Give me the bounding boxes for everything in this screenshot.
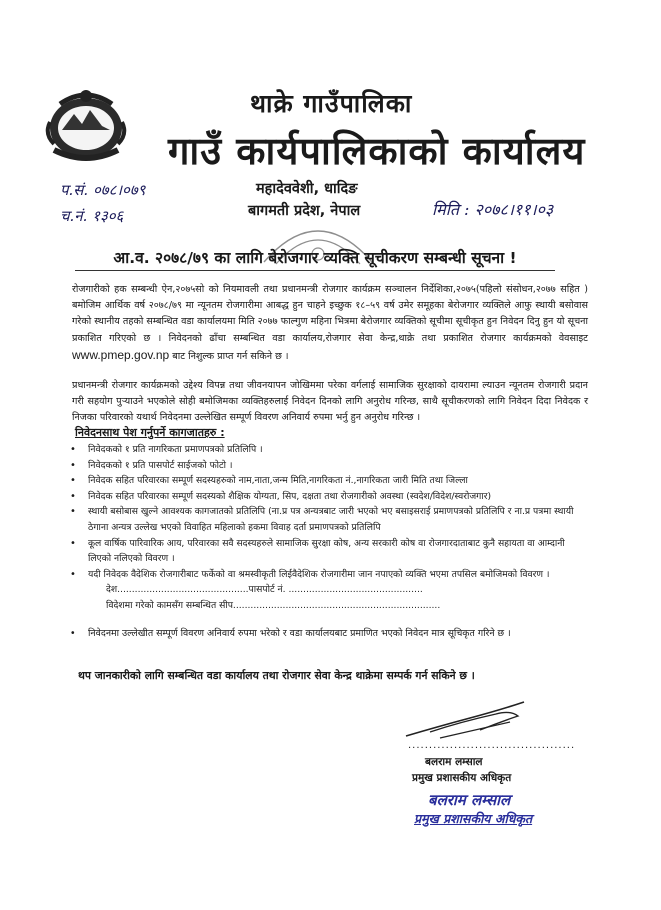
list-item: [70, 458, 590, 474]
patra-sankhya: प.सं. ०७८।०७९: [60, 181, 146, 199]
address-line2: बागमती प्रदेश, नेपाल: [248, 203, 361, 219]
bullet-icon: •: [70, 506, 76, 518]
list-item: [70, 536, 590, 567]
emblem-icon: [40, 80, 132, 166]
website-link[interactable]: www.pmep.gov.np: [72, 347, 170, 362]
signatory-post: प्रमुख प्रशासकीय अधिकृत: [412, 772, 512, 784]
paragraph-1-text: रोजगारीको हक सम्बन्धी ऐन,२०७५सो को नियमावली तथा प्रधानमन्त्री रोजगार कार्यक्रम सञ्चालन निर्देशिका,२०७५(पहिलो संसोधन,२०७७ सहित ) बमोजिम आर्थिक वर्ष २०७८/७९ मा न्यूनतम रोजगारीमा आबद्ध हुन चाहने इच्छुक १८–५९ वर्ष उमेर समूहका बेरोजगार व्यक्तिले आफु स्थायी बसोवास गरेको स्थानीय तहको सम्बन्धित वडा कार्यालयमा मिति २०७७ फाल्गुण महिना भित्रमा बेरोजगार व्यक्तिको सूचीमा सूचीकृत हुन निवेदन दिनु हुन यो सूचना प्रकाशित गरिएको छ । निवेदनको ढाँचा सम्बन्धित वडा कार्यालय,रोजगार सेवा केन्द्र,थाक्रे तथा प्रकाशित रोजगार कार्यक्रमको वेवसाइट: [72, 284, 588, 344]
paragraph-2: प्रधानमन्त्री रोजगार कार्यक्रमको उद्देश्य विपन्न तथा जीवनयापन जोखिममा परेका वर्गलाई सामाजिक सुरक्षाको दायरामा ल्याउन न्यूनतम रोजगारी प्रदान गरी सहयोग पुऱ्याउने भएकोले सोही बमोजिमका व्यक्तिहरुलाई निवेदन दिनको लागि अनुरोध गरिन्छ, साथै सूचीकरणको लागि निवेदन दिदा निवेदक र निजका परिवारको यथार्थ निवेदनमा उल्लेखित सम्पूर्ण विवरण अनिवार्य रुपमा भर्नु हुन अनुरोध गरिन्छ ।: [72, 380, 588, 424]
bullet-icon: •: [70, 475, 76, 487]
bullet-icon: •: [70, 459, 76, 471]
signature-line: ........................................: [408, 740, 576, 751]
paragraph-1: [72, 282, 588, 365]
list-item: [70, 504, 590, 535]
country-passport-line: देश.............................................पासपोर्ट नं. ..............................................: [106, 584, 423, 596]
bullet-icon: •: [70, 537, 76, 549]
seal-name: बलराम लम्साल: [428, 791, 511, 809]
signature-icon: [400, 696, 530, 746]
list-item: [70, 473, 590, 489]
issue-date: मिति : २०७८।११।०३: [432, 200, 554, 219]
signatory-name: बलराम लम्साल: [425, 756, 483, 768]
final-note: [70, 626, 590, 642]
list-item-text: निवेदकको १ प्रति पासपोर्ट साईजको फोटो ।: [88, 459, 233, 471]
list-item: [70, 567, 590, 614]
contact-info: थप जानकारीको लागि सम्बन्धित वडा कार्यालय तथा रोजगार सेवा केन्द्र थाक्रेमा सम्पर्क गर्न सकिने छ ।: [78, 669, 475, 682]
name-seal: [414, 790, 534, 832]
list-item-text: कूल वार्षिक पारिवारिक आय, परिवारका सवै सदस्यहरुले सामाजिक सुरक्षा कोष, अन्य सरकारी कोष वा रोजगारदाताबाट कुनै सहायता वा आम्दानी लिएको नलिएको विवरण ।: [88, 537, 565, 565]
bullet-icon: •: [70, 628, 76, 639]
office-name: थाक्रे गाउँपालिका: [250, 89, 413, 118]
office-title: गाउँ कार्यपालिकाको कार्यालय: [168, 129, 586, 173]
documents-heading: निवेदनसाथ पेश गर्नुपर्ने कागजातहरु :: [75, 426, 225, 439]
final-note-text: निवेदनमा उल्लेखीत सम्पूर्ण विवरण अनिवार्य रुपमा भरेको र वडा कार्यालयबाट प्रमाणित भएको निवेदन मात्र सूचिकृत गरिने छ ।: [88, 628, 511, 639]
bullet-icon: •: [70, 444, 76, 455]
list-item-text: निवेदक सहित परिवारका सम्पूर्ण सदस्यहरुको नाम,नाता,जन्म मिति,नागरिकता नं.,नागरिकता जारी मिति तथा जिल्ला: [88, 475, 468, 487]
list-item: [70, 489, 590, 505]
bullet-icon: •: [70, 568, 76, 580]
seal-post: प्रमुख प्रशासकीय अधिकृत: [414, 811, 533, 826]
list-item: [70, 442, 590, 458]
paragraph-1-end: बाट निशुल्क प्राप्त गर्न सकिने छ ।: [172, 350, 289, 362]
list-item-text: स्थायी बसोबास खुल्ने आवश्यक कागजातको प्रतिलिपि (ना.प्र पत्र अन्यत्रबाट जारी भएको भए बसाइसराई प्रमाणपत्रको प्रतिलिपि र ना.प्र पत्रमा स्थायी ठेगाना अन्यत्र उल्लेख भएको विवाहित महिलाको हकमा विवाह दर्ता प्रमाणपत्रको प्रतिलिपि: [88, 506, 574, 533]
address-line1: महादेववेशी, धादिङ: [256, 181, 358, 197]
notice-title: आ.व. २०७८/७९ का लागि बेरोजगार व्यक्ति सूचीकरण सम्बन्धी सूचना !: [75, 246, 555, 271]
list-item-text: निवेदक सहित परिवारका सम्पूर्ण सदस्यको शैक्षिक योग्यता, सिप, दक्षता तथा रोजगारीको अवस्था (स्वदेश/विदेश/स्वरोजगार): [88, 490, 492, 502]
bullet-icon: •: [70, 490, 76, 502]
list-item-text: निवेदकको १ प्रति नागरिकता प्रमाणपत्रको प्रतिलिपि ।: [88, 444, 263, 455]
list-item-text: यदी निवेदक वैदेशिक रोजगारीबाट फर्केको वा श्रमस्वीकृती लिईवैदेशिक रोजगारीमा जान नपाएको व्यक्ति भएमा तपसिल बमोजिमको विवरण ।: [88, 568, 550, 580]
chalani-number: च.नं. १३०६: [60, 207, 124, 225]
foreign-skill-line: विदेशमा गरेको कामसँग सम्बन्धित सीप.......................................................................: [106, 599, 441, 611]
documents-list: [70, 442, 590, 614]
